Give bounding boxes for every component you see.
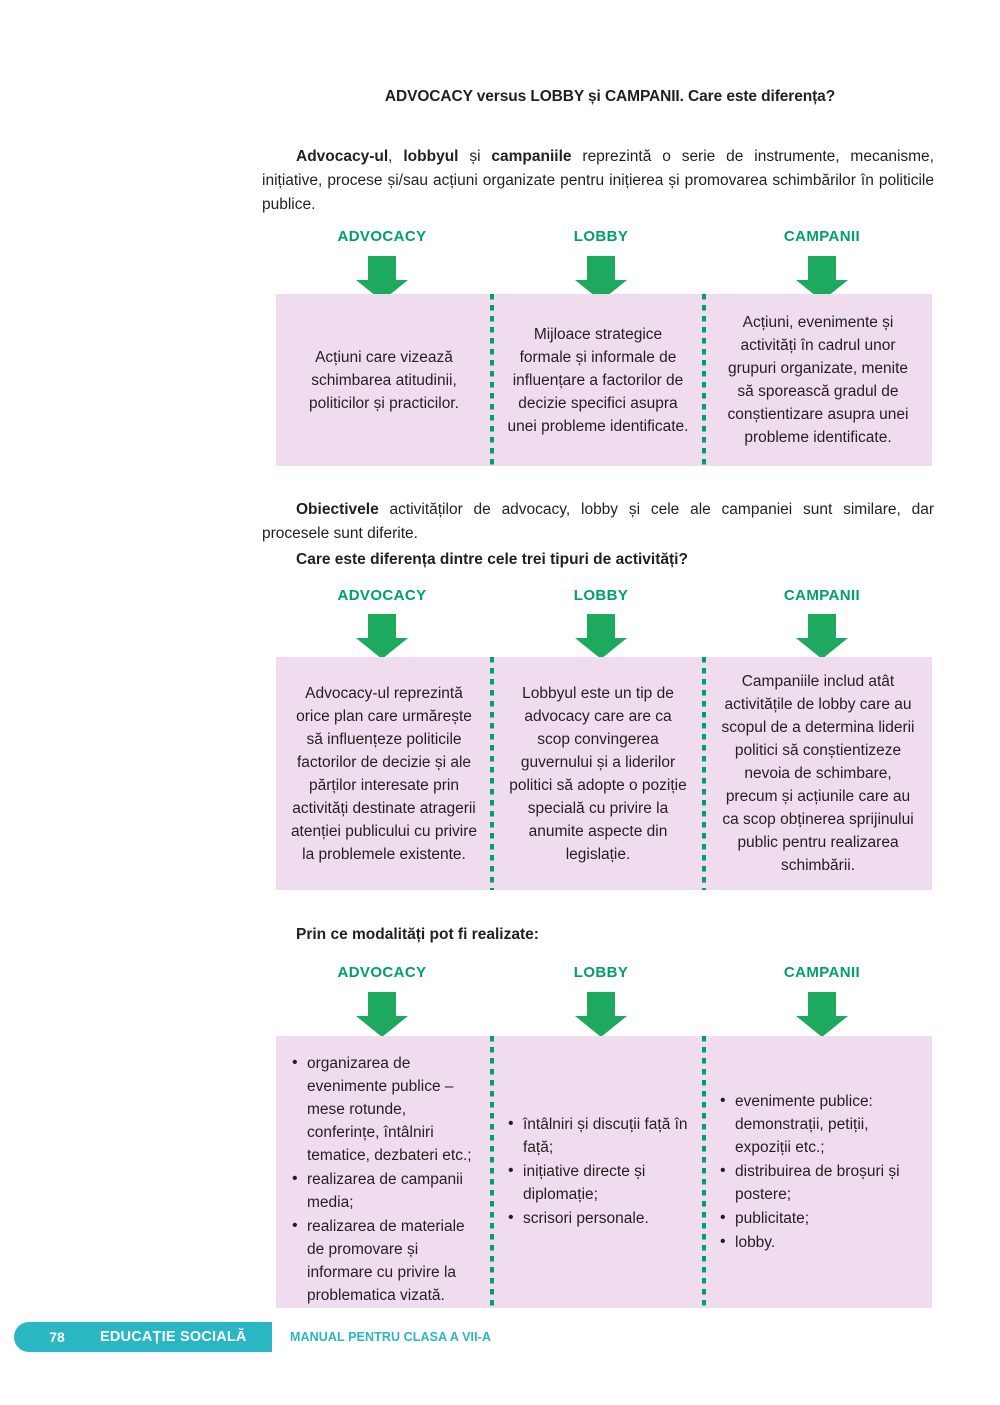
modalities-heading: Prin ce modalități pot fi realizate: [296,926,539,943]
block3-list-advocacy [290,1052,478,1308]
block2-header-campanii: CAMPANII [783,587,861,604]
list-item: • inițiative directe și diplomație; [523,1160,690,1206]
block3-header-lobby: LOBBY [573,964,629,981]
block1-header-advocacy: ADVOCACY [337,228,427,245]
block3-header-campanii: CAMPANII [783,964,861,981]
block3-cell-lobby [492,1036,704,1308]
block3-header-advocacy: ADVOCACY [337,964,427,981]
block3-box-row [276,1036,932,1308]
question-heading: Care este diferența dintre cele trei tipuri de activități? [296,551,688,568]
block3-cell-advocacy [276,1036,492,1308]
list-item: • scrisori personale. [523,1207,690,1230]
arrow-down-icon [573,992,629,1038]
list-item: • întâlniri și discuții față în față; [523,1113,690,1159]
list-item: • evenimente publice: demonstrații, petiții, expoziții etc.; [735,1090,918,1159]
block1-box-row [276,294,932,466]
block1-text-lobby: Mijloace strategice formale și informale de influențare a factorilor de decizie specifici asupra unei probleme identificate. [507,325,689,435]
list-item: • distribuirea de broșuri și postere; [735,1160,918,1206]
intro-paragraph: Advocacy-ul, lobbyul și campaniile reprezintă o serie de instrumente, mecanisme, inițiative, procese și/sau acțiuni organizate pentru inițierea și promovarea schimbărilor în politicile publice. [262,148,934,213]
intro-bold-lobby: lobbyul [403,148,459,165]
footer-page-number: 78 [49,1329,65,1345]
block2-header-advocacy: ADVOCACY [337,587,427,604]
objectives-paragraph: Obiectivele activităților de advocacy, lobby și cele ale campaniei sunt similare, dar procesele sunt diferite. [262,501,934,542]
block1-header-campanii: CAMPANII [783,228,861,245]
list-item: • realizarea de campanii media; [307,1168,478,1214]
arrow-down-icon [354,992,410,1038]
block1-cell-advocacy [276,294,492,466]
block2-text-campanii: Campaniile includ atât activitățile de lobby care au scopul de a determina liderii politici să conștientizeze nevoia de schimbare, precum și acțiunile care au ca scop obținerea sprijinului public pentru realizarea schimbării. [721,673,915,874]
intro-bold-campanii: campaniile [491,148,572,165]
intro-bold-advocacy: Advocacy-ul [296,148,389,165]
list-item: • lobby. [735,1231,918,1254]
block2-text-lobby: Lobbyul este un tip de advocacy care are ca scop convingerea guvernului și a liderilor politici să adopte o poziție specială cu privire la anumite aspecte din legislație. [509,684,687,863]
footer-tab [14,1322,272,1352]
block1-text-campanii: Acțiuni, evenimente și activități în cadrul unor grupuri organizate, menite să sporească gradul de conștientizare asupra unei probleme identificate. [727,314,909,446]
page-footer [14,1322,491,1352]
list-item: • organizarea de evenimente publice – mese rotunde, conferințe, întâlniri tematice, dezbateri etc.; [307,1052,478,1167]
arrow-down-icon [354,614,410,660]
footer-subtitle: MANUAL PENTRU CLASA A VII-A [290,1330,492,1344]
footer-label: EDUCAȚIE SOCIALĂ [100,1329,247,1345]
objectives-bold: Obiectivele [296,501,379,518]
block2-cell-campanii [704,657,932,890]
block3-list-lobby [506,1113,690,1231]
block1-cell-campanii [704,294,932,466]
arrow-down-icon [573,614,629,660]
block2-box-row [276,657,932,890]
page-title: ADVOCACY versus LOBBY și CAMPANII. Care este diferența? [384,88,836,105]
block2-text-advocacy: Advocacy-ul reprezintă orice plan care urmărește să influențeze politicile factorilor de decizie și ale părților interesate prin activități destinate atragerii atenției publicului cu privire la problemele existente. [290,684,478,863]
block1-text-advocacy: Acțiuni care vizează schimbarea atitudinii, politicilor și practicilor. [309,348,459,412]
block3-list-campanii [718,1090,918,1255]
block1-header-lobby: LOBBY [573,228,629,245]
arrow-down-icon [794,614,850,660]
block1-cell-lobby [492,294,704,466]
block3-cell-campanii [704,1036,932,1308]
arrow-down-icon [794,992,850,1038]
block2-cell-lobby [492,657,704,890]
list-item: • realizarea de materiale de promovare și informare cu privire la problematica vizată. [307,1215,478,1307]
block2-header-lobby: LOBBY [573,587,629,604]
block2-cell-advocacy [276,657,492,890]
list-item: • publicitate; [735,1207,918,1230]
